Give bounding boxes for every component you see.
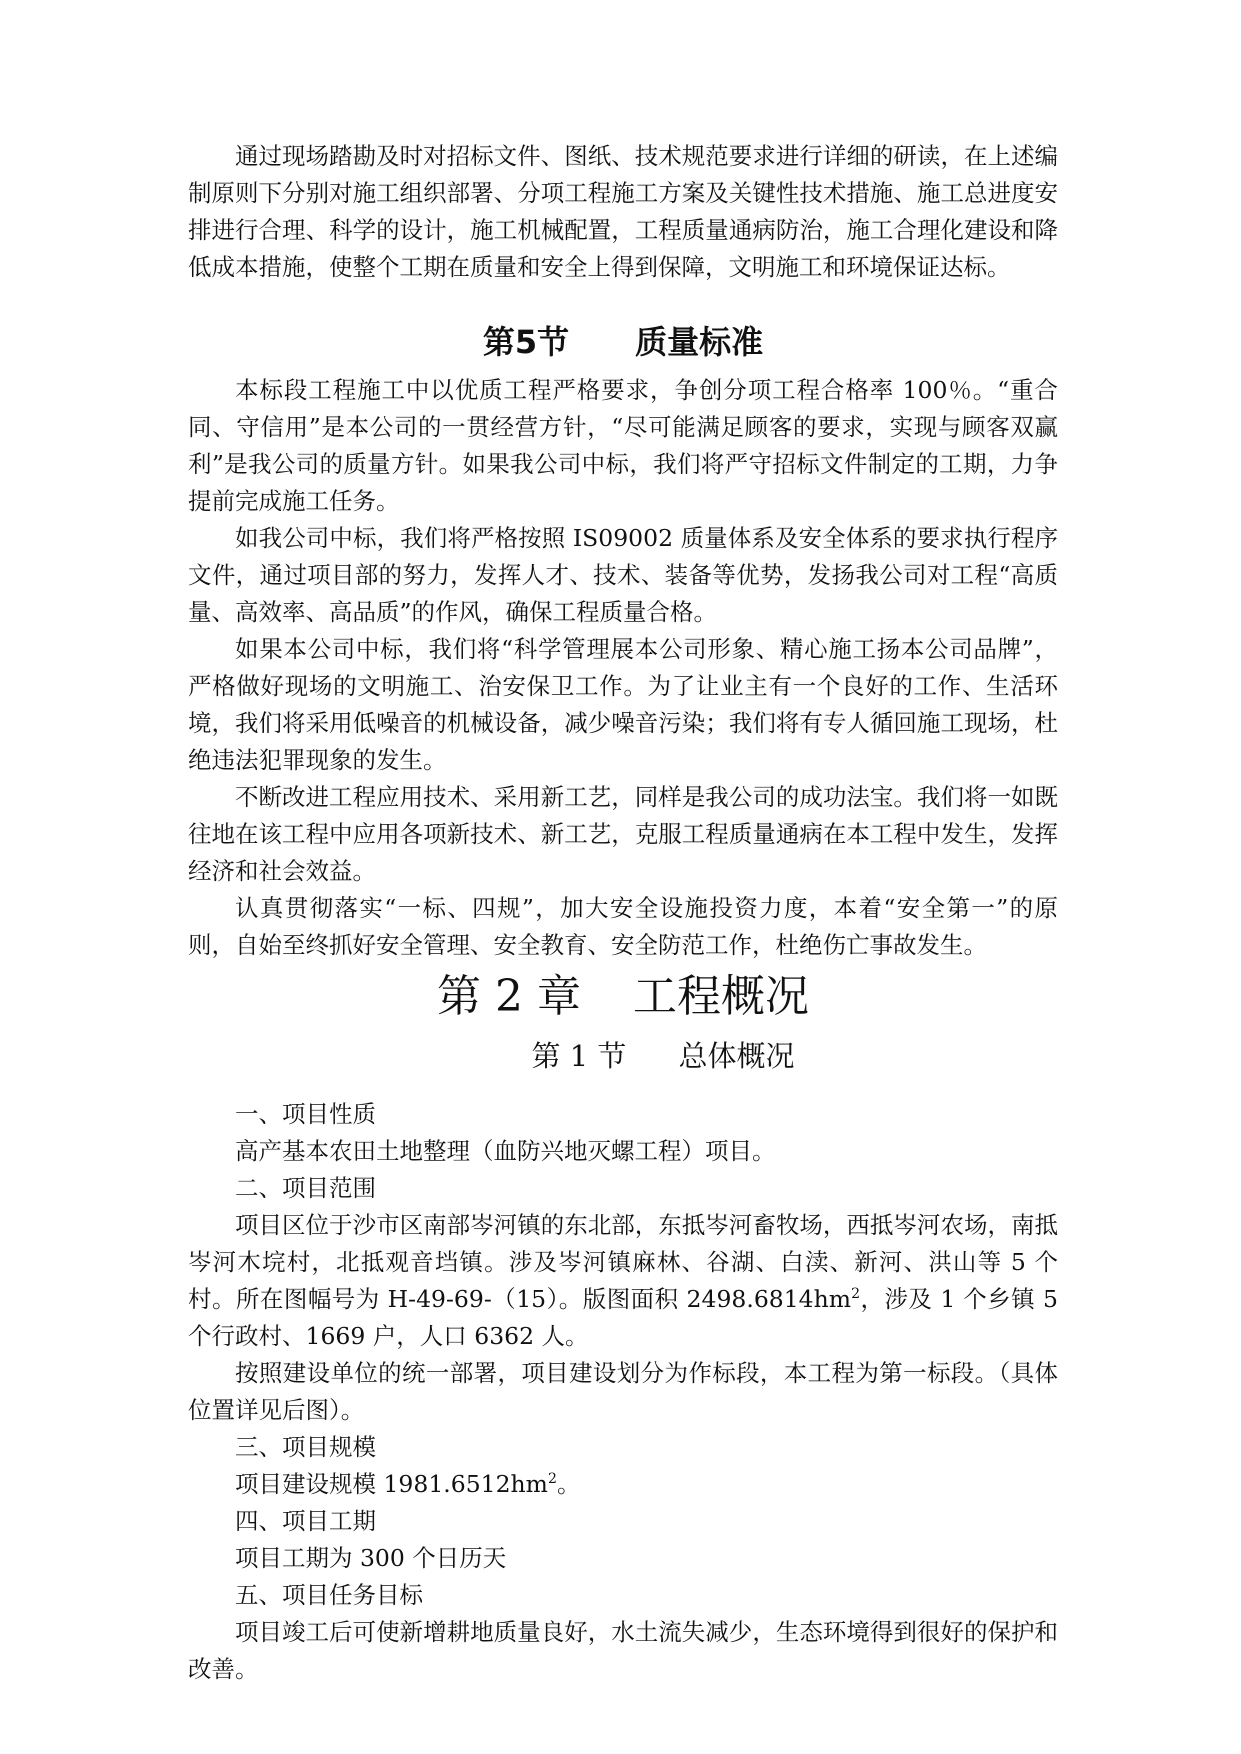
section-5-number: 第5节	[482, 323, 570, 361]
chapter-2-number: 第 2 章	[437, 971, 581, 1022]
project-scale-text-a: 项目建设规模 1981.6512hm	[235, 1470, 548, 1498]
section-1-heading	[188, 1030, 1058, 1082]
quality-paragraph-2: 如我公司中标，我们将严格按照 IS09002 质量体系及安全体系的要求执行程序文件，通过项目部的努力，发挥人才、技术、装备等优势，发扬我公司对工程“高质量、高效率、高品质”的作风，确保工程质量合格。	[188, 524, 1058, 626]
heading-project-goal: 五、项目任务目标	[235, 1581, 423, 1609]
section-1-number: 第 1 节	[531, 1039, 627, 1073]
heading-project-duration: 四、项目工期	[235, 1507, 376, 1535]
project-nature-text: 高产基本农田土地整理（血防兴地灭螺工程）项目。	[235, 1137, 776, 1165]
quality-paragraph-5: 认真贯彻落实“一标、四规”，加大安全设施投资力度，本着“安全第一”的原则，自始至终抓好安全管理、安全教育、安全防范工作，杜绝伤亡事故发生。	[188, 894, 1058, 959]
chapter-2-heading	[188, 966, 1058, 1028]
intro-paragraph: 通过现场踏勘及时对招标文件、图纸、技术规范要求进行详细的研读，在上述编制原则下分别对施工组织部署、分项工程施工方案及关键性技术措施、施工总进度安排进行合理、科学的设计，施工机械配置，工程质量通病防治，施工合理化建设和降低成本措施，使整个工期在质量和安全上得到保障，文明施工和环境保证达标。	[188, 142, 1058, 281]
project-scope-text-a: 项目区位于沙市区南部岑河镇的东北部，东抵岑河畜牧场，西抵岑河农场，南抵岑河木垸村，北抵观音垱镇。涉及岑河镇麻林、谷湖、白渎、新河、洪山等 5 个村。所在图幅号为 H-49-69-（15）。版图面积 2498.6814hm	[188, 1211, 1058, 1313]
project-scope-text-b: ，涉及 1 个乡镇 5 个行政村、1669 户，人口 6362 人。	[188, 1285, 1058, 1350]
project-scale-text-b: 。	[556, 1470, 581, 1498]
quality-paragraph-1: 本标段工程施工中以优质工程严格要求，争创分项工程合格率 100％。“重合同、守信用”是本公司的一贯经营方针，“尽可能满足顾客的要求，实现与顾客双赢利”是我公司的质量方针。如果我公司中标，我们将严守招标文件制定的工期，力争提前完成施工任务。	[188, 376, 1058, 515]
heading-project-scale: 三、项目规模	[235, 1433, 376, 1461]
project-goal-text: 项目竣工后可使新增耕地质量良好，水土流失减少，生态环境得到很好的保护和改善。	[188, 1618, 1058, 1683]
document-page	[188, 138, 1058, 1688]
project-duration-text: 项目工期为 300 个日历天	[235, 1544, 507, 1572]
project-scale-text	[188, 1466, 1058, 1503]
quality-paragraph-3: 如果本公司中标，我们将“科学管理展本公司形象、精心施工扬本公司品牌”，严格做好现场的文明施工、治安保卫工作。为了让业主有一个良好的工作、生活环境，我们将采用低噪音的机械设备，减少噪音污染；我们将有专人循回施工现场，杜绝违法犯罪现象的发生。	[188, 635, 1058, 774]
chapter-2-title: 工程概况	[632, 971, 809, 1022]
heading-project-nature: 一、项目性质	[235, 1100, 376, 1128]
area-superscript: 2	[851, 1286, 861, 1303]
section-division-text: 按照建设单位的统一部署，项目建设划分为作标段，本工程为第一标段。（具体位置详见后图）。	[188, 1359, 1058, 1424]
quality-paragraph-4: 不断改进工程应用技术、采用新工艺，同样是我公司的成功法宝。我们将一如既往地在该工程中应用各项新技术、新工艺，克服工程质量通病在本工程中发生，发挥经济和社会效益。	[188, 783, 1058, 885]
section-5-title: 质量标准	[635, 323, 764, 361]
section-5-heading	[188, 318, 1058, 366]
heading-project-scope: 二、项目范围	[235, 1174, 376, 1202]
section-1-title: 总体概况	[678, 1039, 795, 1073]
project-scope-text	[188, 1207, 1058, 1355]
scale-superscript: 2	[547, 1471, 557, 1488]
